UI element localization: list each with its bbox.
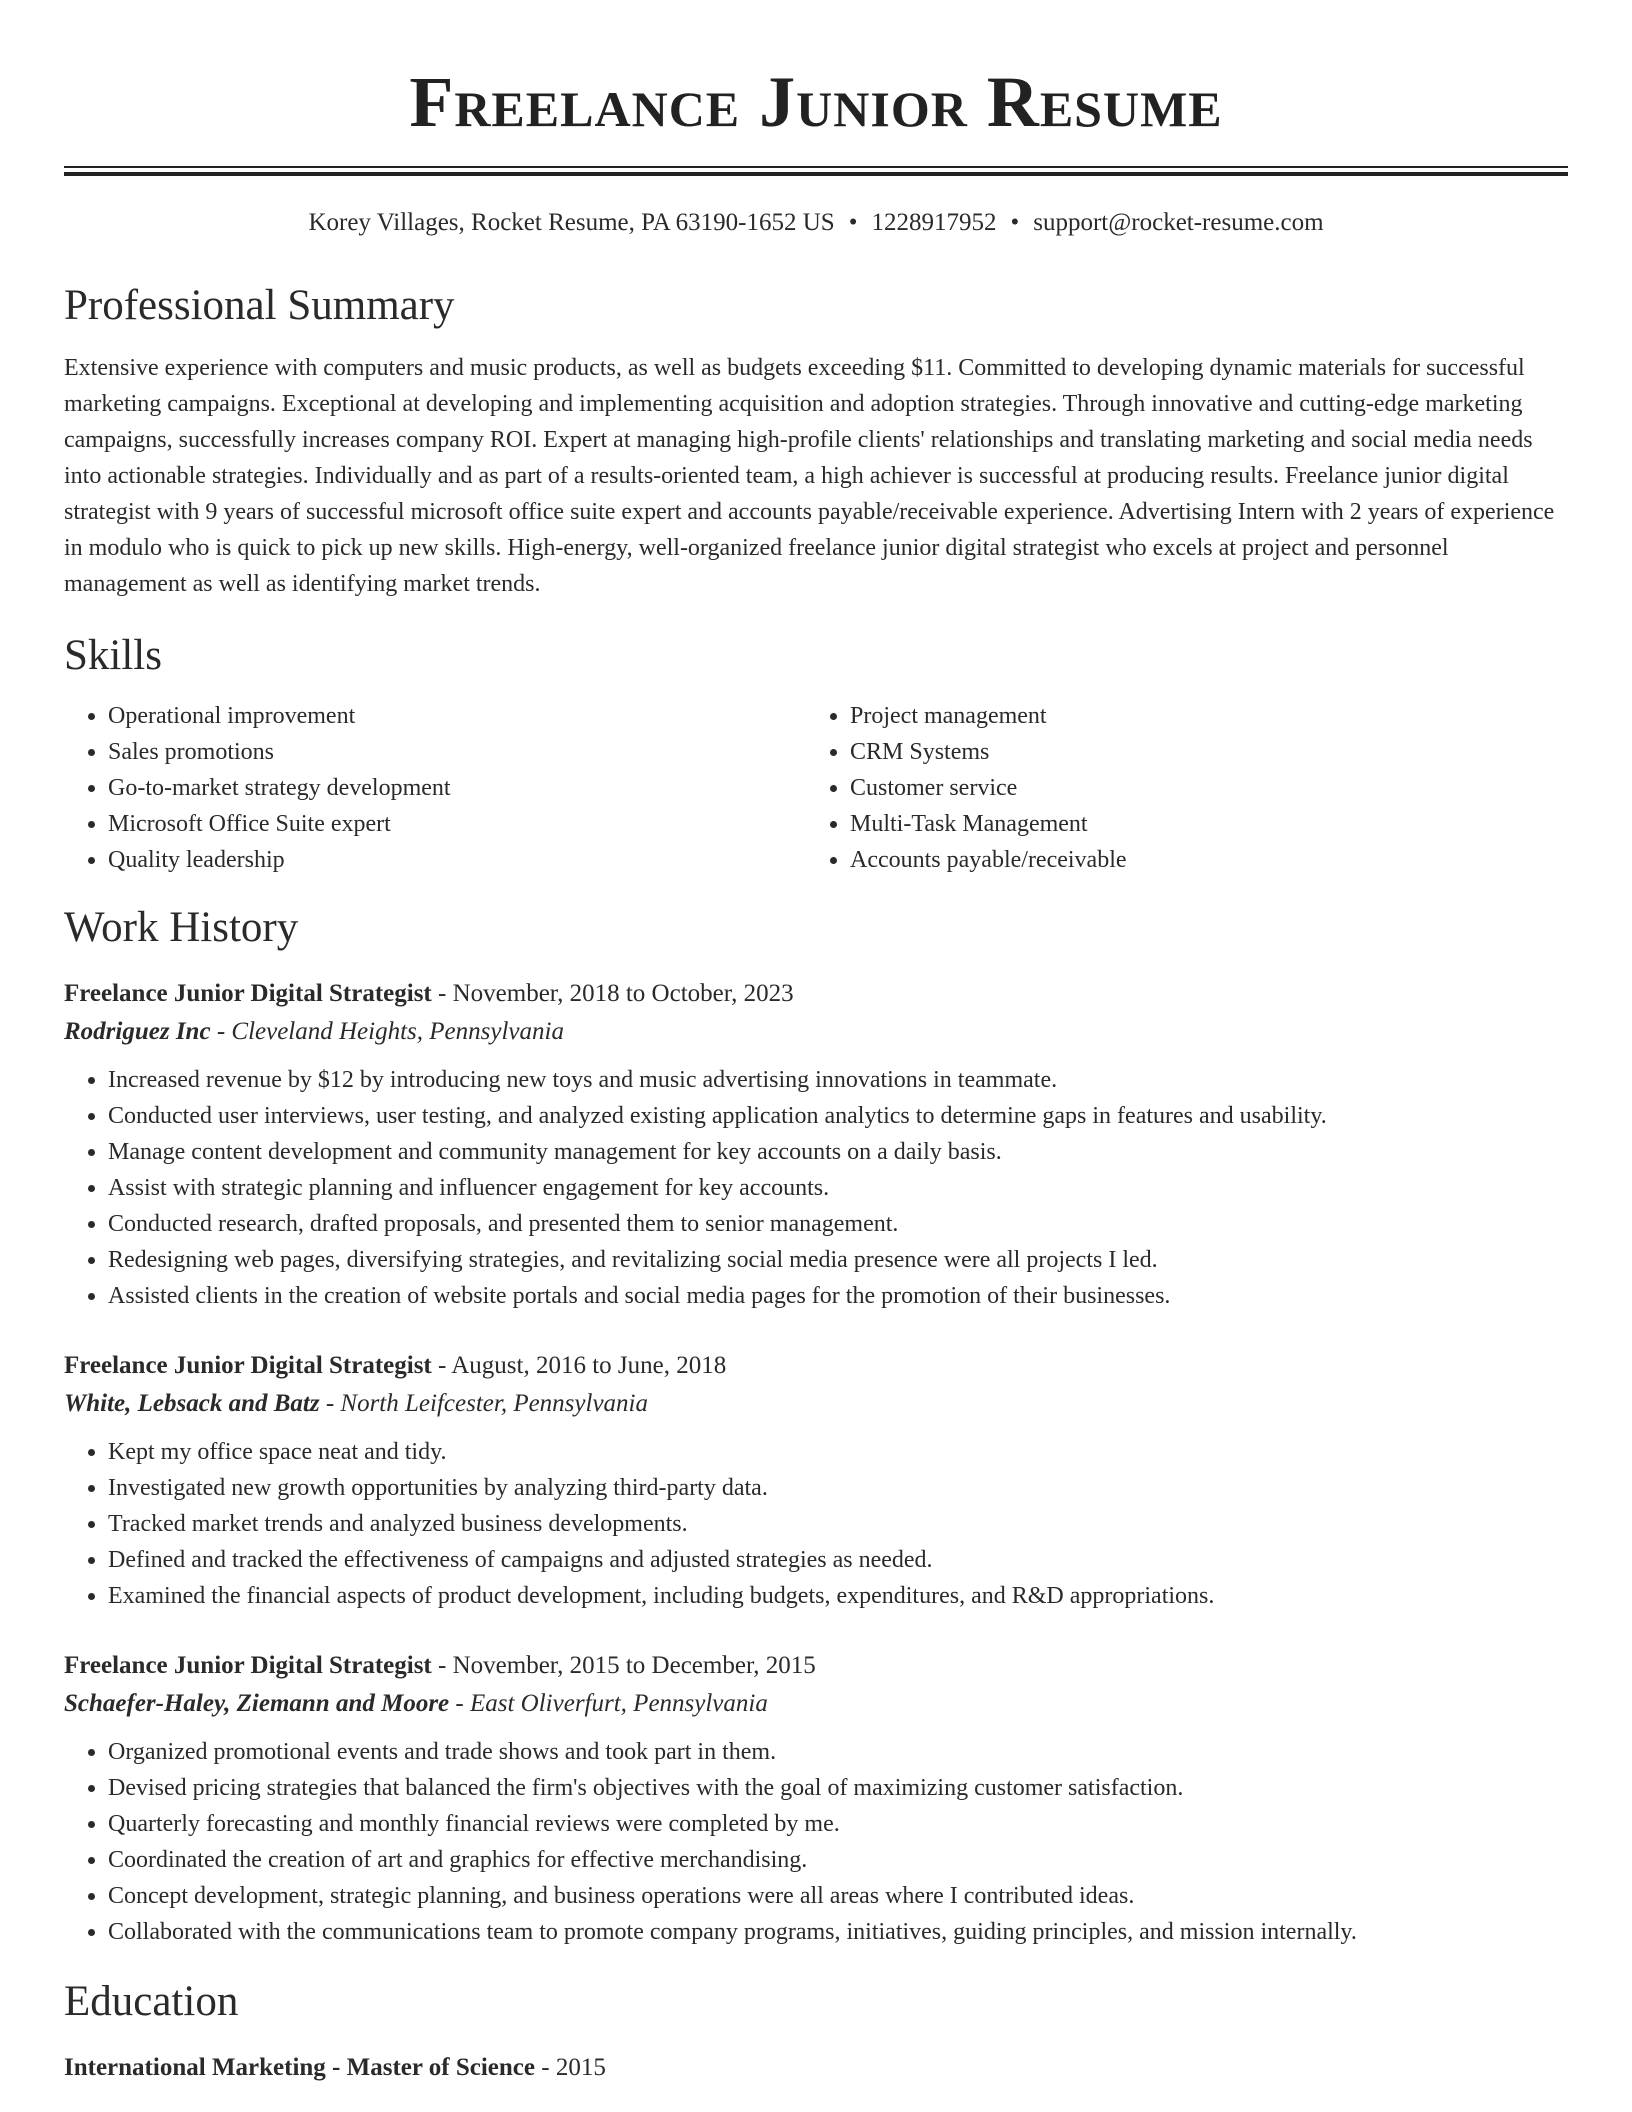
contact-line (64, 208, 1568, 238)
job-company-line: Rodriguez Inc - Cleveland Heights, Pennsylvania (64, 1018, 564, 1045)
job-bullet: • Organized promotional events and trade shows and took part in them. (108, 1734, 1568, 1770)
job-bullet: • Quarterly forecasting and monthly financial reviews were completed by me. (108, 1806, 1568, 1842)
skills-column-left (64, 698, 806, 878)
job-header: Freelance Junior Digital Strategist - November, 2015 to December, 2015 (64, 1652, 816, 1679)
job-bullet: • Manage content development and community management for key accounts on a daily basis. (108, 1134, 1568, 1170)
education-heading: Education (64, 1978, 239, 2025)
job-dates: August, 2016 to June, 2018 (451, 1352, 727, 1379)
contact-phone: 1228917952 (871, 209, 997, 236)
education-entry: International Marketing - Master of Science - 2015 (64, 2054, 606, 2081)
job-entry (64, 1348, 1568, 1614)
summary-heading: Professional Summary (64, 282, 455, 329)
contact-separator: • (848, 209, 858, 236)
contact-separator: • (1010, 209, 1020, 236)
job-bullet: • Devised pricing strategies that balanced the firm's objectives with the goal of maximizing customer satisfaction. (108, 1770, 1568, 1806)
skill-item: • Sales promotions (108, 734, 806, 770)
contact-email[interactable]: support@rocket-resume.com (1033, 209, 1324, 236)
job-entry (64, 976, 1568, 1314)
resume-title: Freelance Junior Resume (409, 62, 1223, 142)
skill-item: • Multi-Task Management (850, 806, 1548, 842)
job-bullet: • Conducted user interviews, user testing, and analyzed existing application analytics to determine gaps in features and usability. (108, 1098, 1568, 1134)
job-title: Freelance Junior Digital Strategist (64, 1652, 432, 1679)
skills-list (64, 698, 1568, 878)
job-bullet: • Assist with strategic planning and influencer engagement for key accounts. (108, 1170, 1568, 1206)
skill-item: • Microsoft Office Suite expert (108, 806, 806, 842)
job-bullets (64, 1434, 1568, 1614)
skill-item: • Accounts payable/receivable (850, 842, 1548, 878)
job-bullets (64, 1062, 1568, 1314)
skill-item: • Quality leadership (108, 842, 806, 878)
company-location: North Leifcester, Pennsylvania (340, 1390, 648, 1417)
skill-item: • Project management (850, 698, 1548, 734)
job-bullet: • Assisted clients in the creation of website portals and social media pages for the promotion of their businesses. (108, 1278, 1568, 1314)
job-header: Freelance Junior Digital Strategist - November, 2018 to October, 2023 (64, 980, 794, 1007)
skill-item: • Customer service (850, 770, 1548, 806)
contact-address: Korey Villages, Rocket Resume, PA 63190-1652 US (308, 209, 835, 236)
company-name: White, Lebsack and Batz (64, 1390, 320, 1417)
work-history-heading: Work History (64, 904, 299, 951)
skills-column-right (806, 698, 1548, 878)
job-bullet: • Examined the financial aspects of product development, including budgets, expenditures, and R&D appropriations. (108, 1578, 1568, 1614)
job-dates: November, 2015 to December, 2015 (452, 1652, 816, 1679)
title-divider (64, 166, 1568, 176)
job-bullet: • Defined and tracked the effectiveness of campaigns and adjusted strategies as needed. (108, 1542, 1568, 1578)
resume-page (64, 0, 1568, 2086)
company-location: Cleveland Heights, Pennsylvania (231, 1018, 564, 1045)
job-company-line: White, Lebsack and Batz - North Leifcester, Pennsylvania (64, 1390, 648, 1417)
job-title: Freelance Junior Digital Strategist (64, 1352, 432, 1379)
job-bullet: • Collaborated with the communications team to promote company programs, initiatives, guiding principles, and mission internally. (108, 1914, 1568, 1950)
job-bullet: • Tracked market trends and analyzed business developments. (108, 1506, 1568, 1542)
job-company-line: Schaefer-Haley, Ziemann and Moore - East Oliverfurt, Pennsylvania (64, 1690, 768, 1717)
job-bullet: • Increased revenue by $12 by introducing new toys and music advertising innovations in teammate. (108, 1062, 1568, 1098)
company-name: Rodriguez Inc (64, 1018, 211, 1045)
skill-item: • Go-to-market strategy development (108, 770, 806, 806)
skills-heading: Skills (64, 632, 162, 679)
job-bullet: • Coordinated the creation of art and graphics for effective merchandising. (108, 1842, 1568, 1878)
education-degree: International Marketing - Master of Science (64, 2054, 535, 2081)
job-bullets (64, 1734, 1568, 1950)
job-bullet: • Conducted research, drafted proposals, and presented them to senior management. (108, 1206, 1568, 1242)
company-location: East Oliverfurt, Pennsylvania (469, 1690, 768, 1717)
job-header: Freelance Junior Digital Strategist - August, 2016 to June, 2018 (64, 1352, 727, 1379)
job-entry (64, 1648, 1568, 1950)
summary-text: Extensive experience with computers and music products, as well as budgets exceeding $11. Committed to developing dynamic materials for successful marketing campaigns. Exceptional at developing and implementing acquisition and adoption strategies. Through innovative and cutting-edge marketing campaigns, successfully increases company ROI. Expert at managing high-profile clients' relationships and translating marketing and social media needs into actionable strategies. Individually and as part of a results-oriented team, a high achiever is successful at producing results. Freelance junior digital strategist with 9 years of successful microsoft office suite expert and accounts payable/receivable experience. Advertising Intern with 2 years of experience in modulo who is quick to pick up new skills. High-energy, well-organized freelance junior digital strategist who excels at project and personnel management as well as identifying market trends. (64, 355, 1555, 597)
job-bullet: • Redesigning web pages, diversifying strategies, and revitalizing social media presence were all projects I led. (108, 1242, 1568, 1278)
skill-item: • CRM Systems (850, 734, 1548, 770)
job-title: Freelance Junior Digital Strategist (64, 980, 432, 1007)
job-bullet: • Concept development, strategic planning, and business operations were all areas where I contributed ideas. (108, 1878, 1568, 1914)
skill-item: • Operational improvement (108, 698, 806, 734)
job-dates: November, 2018 to October, 2023 (452, 980, 794, 1007)
company-name: Schaefer-Haley, Ziemann and Moore (64, 1690, 450, 1717)
job-bullet: • Kept my office space neat and tidy. (108, 1434, 1568, 1470)
job-bullet: • Investigated new growth opportunities by analyzing third-party data. (108, 1470, 1568, 1506)
education-year: 2015 (555, 2054, 606, 2081)
